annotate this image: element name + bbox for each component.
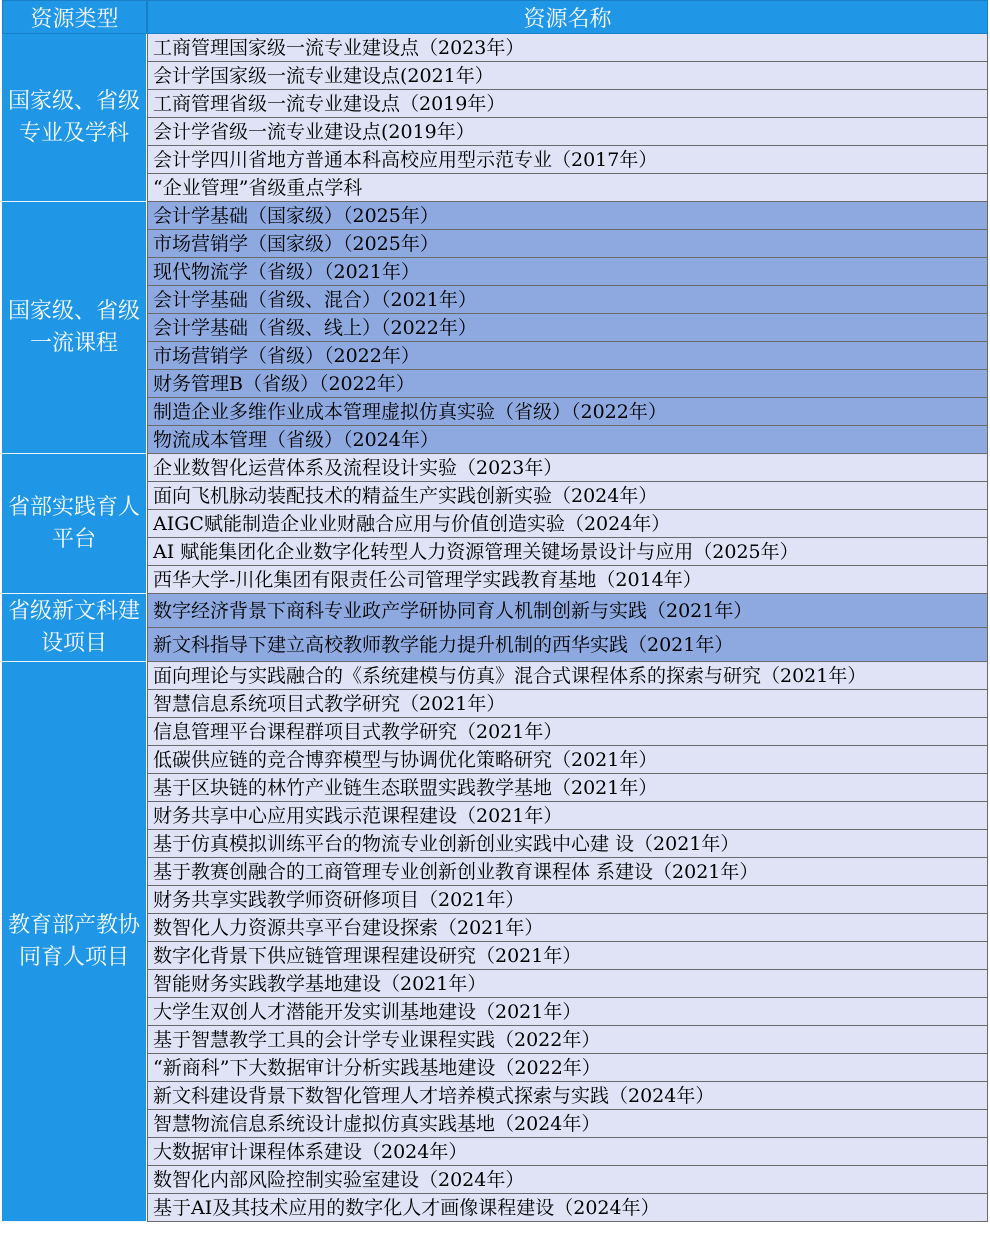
- resource-name-cell: 低碳供应链的竞合博弈模型与协调优化策略研究（2021年）: [147, 746, 988, 774]
- resource-name-cell: 西华大学-川化集团有限责任公司管理学实践教育基地（2014年）: [147, 566, 988, 594]
- resource-type-cell: [2, 454, 147, 594]
- resource-name-cell: 会计学省级一流专业建设点(2019年）: [147, 118, 988, 146]
- resource-name-list: [147, 594, 988, 662]
- resource-type-cell: [2, 202, 147, 454]
- resource-name-cell: “新商科”下大数据审计分析实践基地建设（2022年）: [147, 1054, 988, 1082]
- resource-name-cell: 大学生双创人才潜能开发实训基地建设（2021年）: [147, 998, 988, 1026]
- resource-name-cell: 工商管理国家级一流专业建设点（2023年）: [147, 34, 988, 62]
- resource-name-cell: 会计学国家级一流专业建设点(2021年）: [147, 62, 988, 90]
- resource-name-cell: 数字经济背景下商科专业政产学研协同育人机制创新与实践（2021年）: [147, 594, 988, 628]
- resource-name-cell: 会计学基础（省级、线上）（2022年）: [147, 314, 988, 342]
- resource-name-cell: 制造企业多维作业成本管理虚拟仿真实验（省级）（2022年）: [147, 398, 988, 426]
- resource-name-cell: 基于教赛创融合的工商管理专业创新创业教育课程体 系建设（2021年）: [147, 858, 988, 886]
- resource-type-label: 国家级、省级一流课程: [8, 298, 141, 356]
- resource-name-list: [147, 34, 988, 202]
- resource-group: [2, 202, 988, 454]
- resource-type-label: 国家级、省级专业及学科: [8, 88, 141, 146]
- resource-name-cell: 财务管理B（省级）（2022年）: [147, 370, 988, 398]
- resource-name-list: [147, 662, 988, 1222]
- resource-name-cell: AIGC赋能制造企业业财融合应用与价值创造实验（2024年）: [147, 510, 988, 538]
- resource-name-cell: 市场营销学（省级）（2022年）: [147, 342, 988, 370]
- resource-name-cell: 数智化人力资源共享平台建设探索（2021年）: [147, 914, 988, 942]
- resource-name-cell: 企业数智化运营体系及流程设计实验（2023年）: [147, 454, 988, 482]
- resource-name-cell: 智慧物流信息系统设计虚拟仿真实践基地（2024年）: [147, 1110, 988, 1138]
- resource-name-cell: 大数据审计课程体系建设（2024年）: [147, 1138, 988, 1166]
- resource-name-cell: 面向理论与实践融合的《系统建模与仿真》混合式课程体系的探索与研究（2021年）: [147, 662, 988, 690]
- resource-name-cell: 智慧信息系统项目式教学研究（2021年）: [147, 690, 988, 718]
- resource-name-cell: 基于智慧教学工具的会计学专业课程实践（2022年）: [147, 1026, 988, 1054]
- resource-group: [2, 34, 988, 202]
- resource-name-cell: 新文科建设背景下数智化管理人才培养模式探索与实践（2024年）: [147, 1082, 988, 1110]
- resource-type-label: 省部实践育人平台: [8, 494, 141, 552]
- resource-table: [2, 0, 988, 1222]
- resource-type-cell: [2, 34, 147, 202]
- resource-name-cell: 数智化内部风险控制实验室建设（2024年）: [147, 1166, 988, 1194]
- resource-name-list: [147, 454, 988, 594]
- resource-name-cell: 数字化背景下供应链管理课程建设研究（2021年）: [147, 942, 988, 970]
- resource-name-cell: 物流成本管理（省级）（2024年）: [147, 426, 988, 454]
- resource-type-label: 省级新文科建设项目: [8, 598, 141, 656]
- resource-name-cell: 面向飞机脉动装配技术的精益生产实践创新实验（2024年）: [147, 482, 988, 510]
- resource-name-cell: 会计学基础（省级、混合）（2021年）: [147, 286, 988, 314]
- header-resource-type: 资源类型: [2, 0, 147, 34]
- resource-name-cell: “企业管理”省级重点学科: [147, 174, 988, 202]
- resource-name-cell: 会计学基础（国家级）（2025年）: [147, 202, 988, 230]
- resource-type-label: 教育部产教协同育人项目: [8, 912, 141, 970]
- resource-name-cell: 财务共享实践教学师资研修项目（2021年）: [147, 886, 988, 914]
- resource-group: [2, 454, 988, 594]
- resource-name-cell: 会计学四川省地方普通本科高校应用型示范专业（2017年）: [147, 146, 988, 174]
- resource-group: [2, 594, 988, 662]
- resource-name-cell: AI 赋能集团化企业数字化转型人力资源管理关键场景设计与应用（2025年）: [147, 538, 988, 566]
- resource-type-cell: [2, 594, 147, 662]
- resource-name-cell: 现代物流学（省级）（2021年）: [147, 258, 988, 286]
- resource-name-cell: 基于仿真模拟训练平台的物流专业创新创业实践中心建 设（2021年）: [147, 830, 988, 858]
- resource-name-cell: 基于区块链的林竹产业链生态联盟实践教学基地（2021年）: [147, 774, 988, 802]
- header-resource-name: 资源名称: [147, 0, 988, 34]
- resource-name-cell: 基于AI及其技术应用的数字化人才画像课程建设（2024年）: [147, 1194, 988, 1222]
- resource-name-list: [147, 202, 988, 454]
- resource-name-cell: 智能财务实践教学基地建设（2021年）: [147, 970, 988, 998]
- resource-name-cell: 信息管理平台课程群项目式教学研究（2021年）: [147, 718, 988, 746]
- resource-type-cell: [2, 662, 147, 1222]
- resource-name-cell: 工商管理省级一流专业建设点（2019年）: [147, 90, 988, 118]
- resource-name-cell: 市场营销学（国家级）（2025年）: [147, 230, 988, 258]
- resource-group: [2, 662, 988, 1222]
- resource-name-cell: 新文科指导下建立高校教师教学能力提升机制的西华实践（2021年）: [147, 628, 988, 662]
- resource-name-cell: 财务共享中心应用实践示范课程建设（2021年）: [147, 802, 988, 830]
- table-body: [2, 34, 988, 1222]
- table-header: [2, 0, 988, 34]
